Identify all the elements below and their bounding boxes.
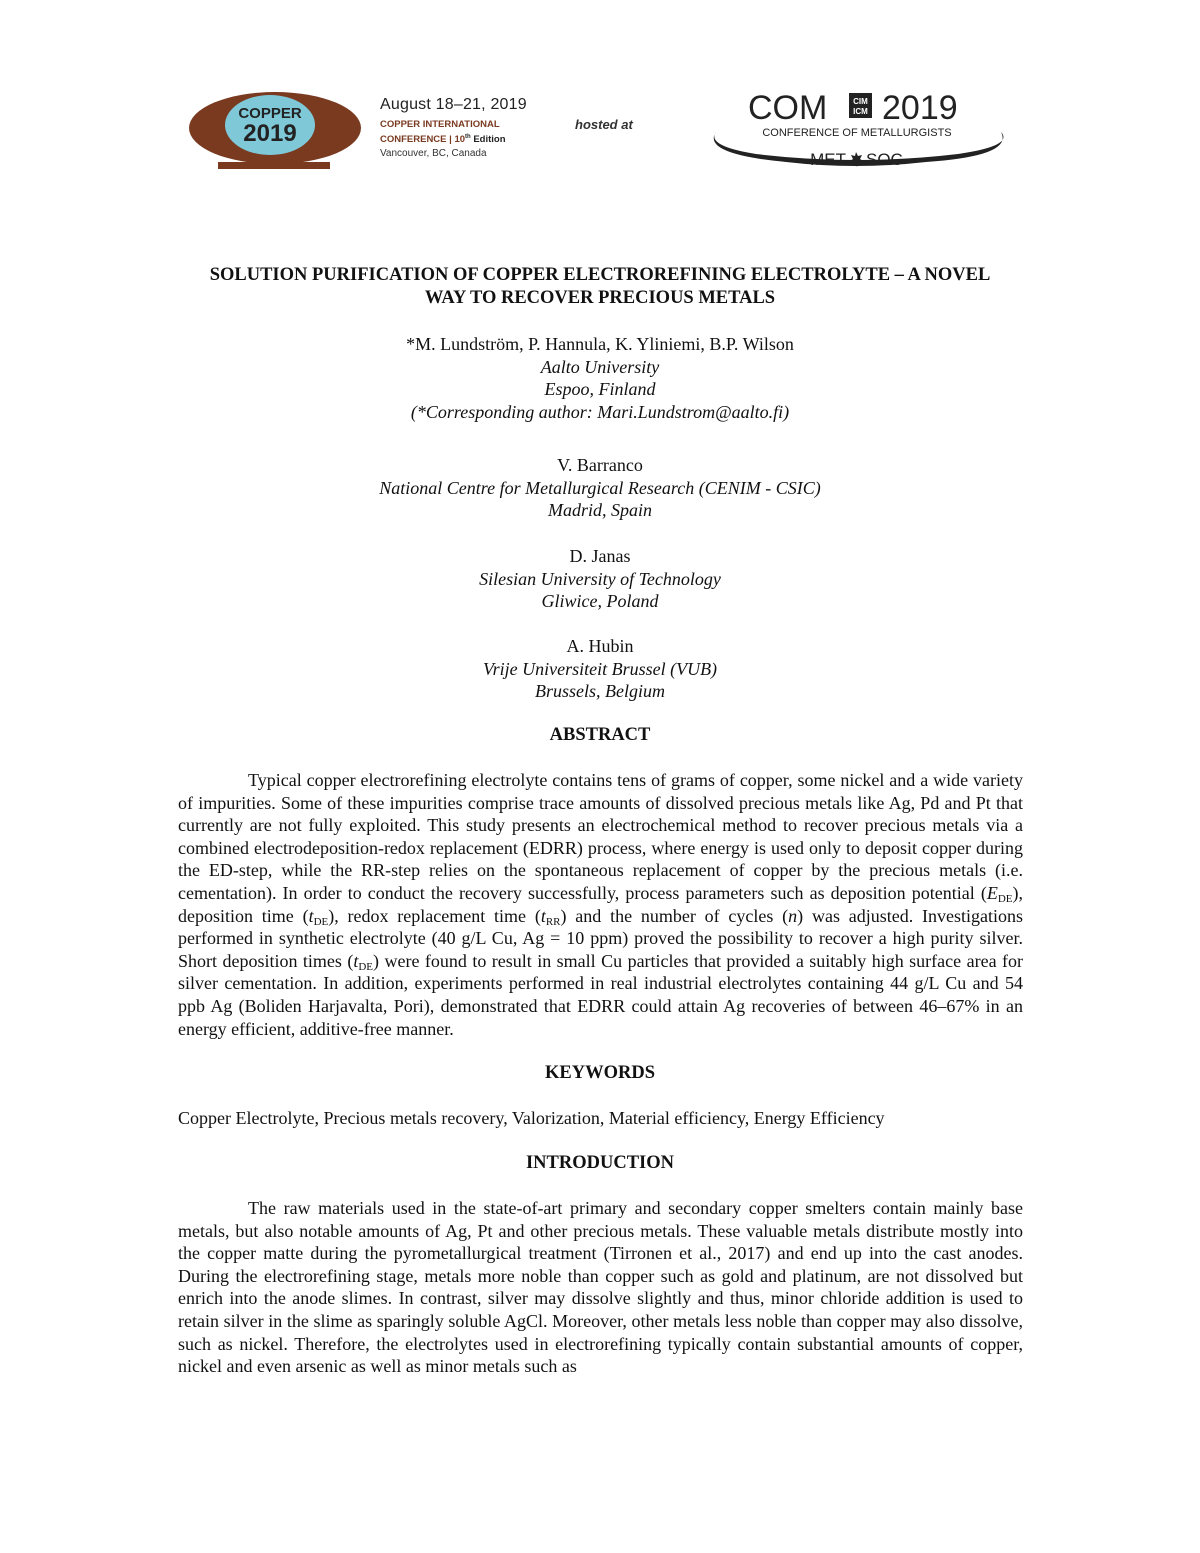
- com-2019-logo: [696, 84, 1018, 174]
- author-names: *M. Lundström, P. Hannula, K. Yliniemi, B.P. Wilson: [406, 334, 794, 354]
- svg-text:COPPER: COPPER: [238, 105, 302, 122]
- author-location: Madrid, Spain: [547, 500, 652, 521]
- author-location: Gliwice, Poland: [541, 591, 659, 612]
- author-group-3: [200, 545, 1000, 613]
- paper-title: SOLUTION PURIFICATION OF COPPER ELECTROREFINING ELECTROLYTE – A NOVEL WAY TO RECOVER PRECIOUS METALS: [209, 265, 991, 308]
- copper-2019-logo: [188, 88, 363, 174]
- corresponding-author-note: (*Corresponding author: Mari.Lundstrom@aalto.fi): [410, 401, 790, 422]
- keywords-text: Copper Electrolyte, Precious metals recovery, Valorization, Material efficiency, Energy Efficiency: [178, 1108, 885, 1128]
- conference-banner: [0, 0, 1200, 200]
- conference-name: COPPER INTERNATIONAL CONFERENCE | 10th Edition: [380, 119, 506, 146]
- author-location: Brussels, Belgium: [535, 681, 665, 702]
- author-affiliation: National Centre for Metallurgical Research (CENIM - CSIC): [379, 477, 821, 498]
- author-names: A. Hubin: [566, 636, 634, 656]
- svg-text:ICM: ICM: [853, 107, 868, 116]
- svg-text:2019: 2019: [882, 89, 958, 127]
- author-affiliation: Aalto University: [540, 356, 660, 377]
- copper-conference-info: [380, 96, 527, 159]
- hosted-at-label: hosted at: [575, 117, 633, 132]
- svg-text:COM: COM: [748, 89, 828, 127]
- svg-text:2019: 2019: [243, 120, 297, 147]
- author-affiliation: Vrije Universiteit Brussel (VUB): [482, 658, 718, 679]
- introduction-heading: INTRODUCTION: [525, 1153, 675, 1173]
- author-group-1: [200, 333, 1000, 423]
- abstract-heading: ABSTRACT: [549, 725, 651, 745]
- svg-text:CIM: CIM: [853, 97, 868, 106]
- author-names: D. Janas: [569, 546, 631, 566]
- abstract-paragraph: Typical copper electrorefining electrolyte contains tens of grams of copper, some nickel and a wide variety of impurities. Some of these impurities comprise trace amounts of dissolved precious metals like Ag, Pd and Pt that currently are not fully exploited. This study presents an electrochemical method to recover precious metals via a combined electrodeposition-redox replacement (EDRR) process, where energy is used only to deposit copper during the ED-step, while the RR-step relies on the spontaneous replacement of copper by the precious metals (i.e. cementation). In order to conduct the recovery successfully, process parameters such as deposition potential $(E_{DE})$, deposition time $(t_{DE})$, redox replacement time $(t_{RR})$ and the number of cycles (n) was adjusted. Investigations performed in synthetic electrolyte (40 g/L Cu, Ag = 10 ppm) proved the possibility to recover a high purity silver. Short deposition times $(t_{DE})$ were found to result in small Cu particles that provided a suitably high surface area for silver cementation. In addition, experiments performed in real industrial electrolytes containing 44 g/L Cu and 54 ppb Ag (Boliden Harjavalta, Pori), demonstrated that EDRR could attain Ag recoveries of between 46–67% in an energy efficient, additive-free manner.: [178, 770, 1023, 1039]
- svg-text:MET: MET: [810, 150, 846, 169]
- author-names: V. Barranco: [557, 455, 643, 475]
- conference-location: Vancouver, BC, Canada: [380, 148, 487, 160]
- author-affiliation: Silesian University of Technology: [479, 568, 721, 589]
- author-group-2: [200, 454, 1000, 522]
- conference-date: August 18–21, 2019: [380, 96, 527, 113]
- author-group-4: [200, 635, 1000, 703]
- svg-text:CONFERENCE OF METALLURGISTS: CONFERENCE OF METALLURGISTS: [762, 127, 952, 139]
- author-location: Espoo, Finland: [544, 379, 656, 400]
- svg-text:SOC: SOC: [866, 150, 903, 169]
- keywords-heading: KEYWORDS: [545, 1063, 655, 1083]
- introduction-paragraph: The raw materials used in the state-of-art primary and secondary copper smelters contain mainly base metals, but also notable amounts of Ag, Pt and other precious metals. These valuable metals distribute mostly into the copper matte during the pyrometallurgical treatment (Tirronen et al., 2017) and end up into the cast anodes. During the electrorefining stage, metals more noble than copper such as gold and platinum, are not dissolved but enrich into the anode slimes. In contrast, silver may dissolve slightly and thus, minor chloride addition is used to retain silver in the slime as sparingly soluble AgCl. Moreover, other metals less noble than copper may also dissolve, such as nickel. Therefore, the electrolytes used in electrorefining typically contain substantial amounts of copper, nickel and even arsenic as well as minor metals such as: [178, 1198, 1023, 1377]
